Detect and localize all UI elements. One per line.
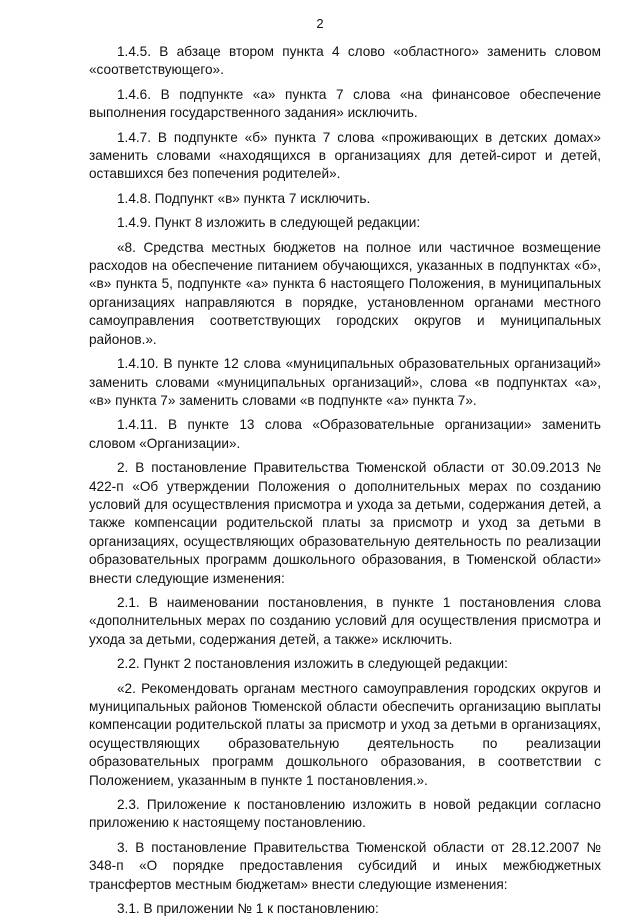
document-body [89, 43, 601, 924]
paragraph-2-2: 2.2. Пункт 2 постановления изложить в следующей редакции: [117, 656, 508, 672]
paragraph-quoted-point-2: «2. Рекомендовать органам местного самоуправления городских округов и муниципальных районов Тюменской области обеспечить организацию выплаты компенсации родительской платы за присмотр и уход за детьми в организациях, осуществляющих образовательную деятельность по реализации образовательных программ дошкольного образования, в соответствии с Положением, указанным в пункте 1 постановления.». [89, 680, 601, 788]
paragraph-1-4-7: 1.4.7. В подпункте «б» пункта 7 слова «проживающих в детских домах» заменить словами «находящихся в организациях для детей-сирот и детей, оставшихся без попечения родителей». [89, 129, 601, 182]
paragraph-1-4-5: 1.4.5. В абзаце втором пункта 4 слово «областного» заменить словом «соответствующего». [89, 44, 601, 78]
paragraph-2: 2. В постановление Правительства Тюменской области от 30.09.2013 № 422-п «Об утверждении Положения о дополнительных мерах по созданию условий для осуществления присмотра и ухода за детьми, содержания детей, а также компенсации родительской платы за присмотр и уход за детьми в организациях, осуществляющих образовательную деятельность по реализации образовательных программ дошкольного образования, в Тюменской области» внести следующие изменения: [89, 460, 601, 586]
page-number: 2 [316, 16, 324, 31]
paragraph-quoted-point-8: «8. Средства местных бюджетов на полное или частичное возмещение расходов на обеспечение питанием обучающихся, указанных в подпунктах «б», «в» пункта 5, подпункте «а» пункта 6 настоящего Положения, в муниципальных организациях направляются в порядке, установленном органами местного самоуправления соответствующих городских округов и муниципальных районов.». [89, 239, 601, 347]
paragraph-1-4-6: 1.4.6. В подпункте «а» пункта 7 слова «на финансовое обеспечение выполнения государственного задания» исключить. [89, 86, 601, 121]
paragraph-3-1: 3.1. В приложении № 1 к постановлению: [117, 901, 379, 917]
paragraph-1-4-11: 1.4.11. В пункте 13 слова «Образовательные организации» заменить словом «Организации». [89, 417, 601, 451]
paragraph-1-4-8: 1.4.8. Подпункт «в» пункта 7 исключить. [117, 190, 371, 206]
paragraph-3: 3. В постановление Правительства Тюменской области от 28.12.2007 № 348-п «О порядке предоставления субсидий и иных межбюджетных трансфертов местным бюджетам» внести следующие изменения: [89, 839, 601, 892]
paragraph-1-4-10: 1.4.10. В пункте 12 слова «муниципальных образовательных организаций» заменить словами «муниципальных организаций», слова «в подпунктах «а», «в» пункта 7» заменить словами «в подпункте «а» пункта 7». [89, 356, 601, 408]
paragraph-2-3: 2.3. Приложение к постановлению изложить в новой редакции согласно приложению к настоящему постановлению. [89, 797, 601, 831]
paragraph-2-1: 2.1. В наименовании постановления, в пункте 1 постановления слова «дополнительных мерах по созданию условий для осуществления присмотра и ухода за детьми, содержания детей, а также» исключить. [89, 594, 601, 647]
paragraph-1-4-9: 1.4.9. Пункт 8 изложить в следующей редакции: [117, 215, 421, 231]
